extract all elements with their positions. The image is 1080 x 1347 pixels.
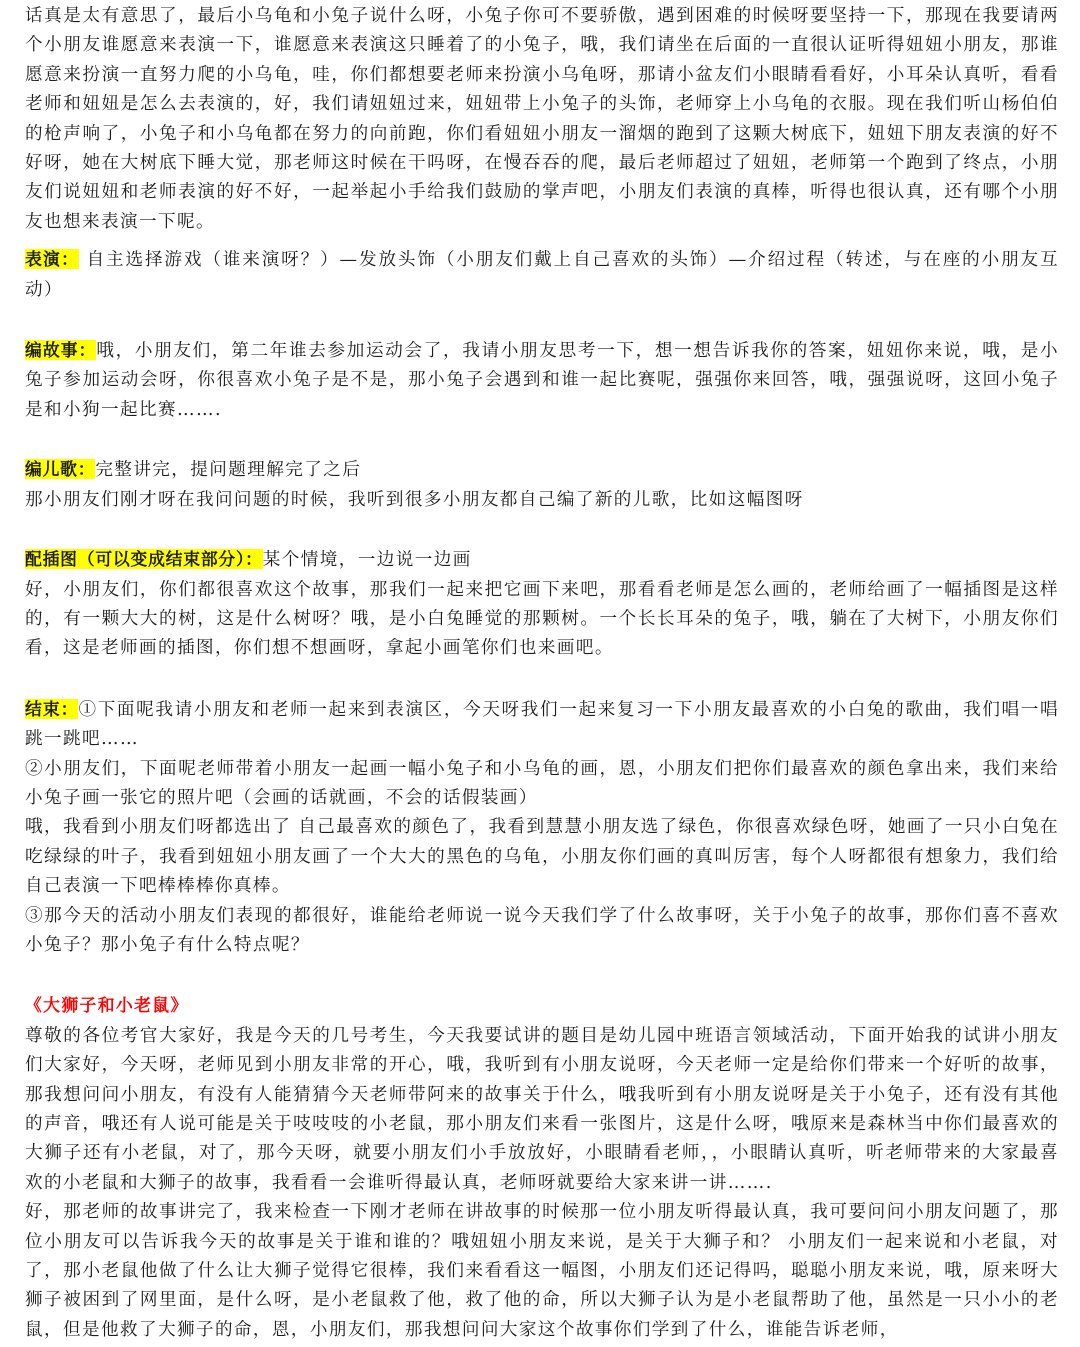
illustration-paragraph: 好，小朋友们，你们都很喜欢这个故事，那我们一起来把它画下来吧，那看看老师是怎么画的，老师给画了一幅插图是这样的，有一颗大大的树，这是什么树呀？哦，是小白兔睡觉的那颗树。一个长长耳朵的兔子，哦，躺在了大树下，小朋友你们看，这是老师画的插图，你们想不想画呀，拿起小画笔你们也来画吧。 [25, 579, 1059, 659]
lion-story-title: 《大狮子和小老鼠》 [25, 995, 189, 1016]
lion-story-paragraph-2: 好，那老师的故事讲完了，我来检查一下刚才老师在讲故事的时候那一位小朋友听得最认真，我可要问问小朋友问题了，那位小朋友可以告诉我今天的故事是关于谁和谁的？哦妞妞小朋友来说，是关于大狮子和？ 小朋友们一起来说和小老鼠，对了，那小老鼠他做了什么让大狮子觉得它很棒，我们来看看这一幅图，小朋友们还记得吗，聪聪小朋友来说，哦，原来呀大狮子被困到了网里面，是什么呀，是小老鼠救了他，救了他的命，所以大狮子认为是小老鼠帮助了他，虽然是一只小小的老鼠，但是他救了大狮子的命，恩，小朋友们，那我想问问大家这个故事你们学到了什么，谁能告诉老师， [25, 1202, 1059, 1340]
story-making-text: 哦，小朋友们，第二年谁去参加运动会了，我请小朋友思考一下，想一想告诉我你的答案，妞妞你来说，哦，是小兔子参加运动会呀，你很喜欢小兔子是不是，那小兔子会遇到和谁一起比赛呢，强强你来回答，哦，强强说呀，这回小兔子是和小狗一起比赛……. [25, 341, 1059, 420]
ending-text-1: ①下面呢我请小朋友和老师一起来到表演区，今天呀我们一起来复习一下小朋友最喜欢的小白兔的歌曲，我们唱一唱跳一跳吧…… [25, 699, 1060, 750]
rhyme-making-text: 完整讲完，提问题理解完了之后 [95, 460, 362, 481]
story-making-label: 编故事： [25, 340, 97, 361]
intro-paragraph: 话真是太有意思了，最后小乌龟和小兔子说什么呀，小兔子你可不要骄傲，遇到困难的时候呀要坚持一下，那现在我要请两个小朋友谁愿意来表演一下，谁愿意来表演这只睡着了的小兔子，哦，我们请坐在后面的一直很认证听得妞妞小朋友，那谁愿意来扮演一直努力爬的小乌龟，哇，你们都想要老师来扮演小乌龟呀，那请小盆友们小眼睛看看好，小耳朵认真听，看看老师和妞妞是怎么去表演的，好，我们请妞妞过来，妞妞带上小兔子的头饰，老师穿上小乌龟的衣服。现在我们听山杨伯伯的枪声响了，小兔子和小乌龟都在努力的向前跑，你们看妞妞小朋友一溜烟的跑到了这颗大树底下，妞妞下朋友表演的好不好呀，她在大树底下睡大觉，那老师这时候在干吗呀，在慢吞吞的爬，最后老师超过了妞妞，老师第一个跑到了终点，小朋友们说妞妞和老师表演的好不好，一起举起小手给我们鼓励的掌声吧，小朋友们表演的真棒，听得也很认真，还有哪个小朋友也想来表演一下呢。 [25, 6, 1059, 232]
ending-paragraph-3: 哦，我看到小朋友们呀都选出了 自己最喜欢的颜色了，我看到慧慧小朋友选了绿色，你很喜欢绿色呀，她画了一只小白兔在吃绿绿的叶子，我看到妞妞小朋友画了一个大大的黑色的乌龟，小朋友你们画的真叫厉害，每个人呀都很有想象力，我们给自己表演一下吧棒棒棒你真棒。 [25, 817, 1059, 897]
illustration-text: 某个情境，一边说一边画 [262, 550, 472, 571]
lion-story-paragraph-1: 尊敬的各位考官大家好，我是今天的几号考生，今天我要试讲的题目是幼儿园中班语言领域活动，下面开始我的试讲小朋友们大家好，今天呀，老师见到小朋友非常的开心，哦，我听到有小朋友说呀，今天老师一定是给你们带来一个好听的故事，那我想问问小朋友，有没有人能猜猜今天老师带阿来的故事关于什么，哦我听到有小朋友说呀是关于小兔子，还有没有其他的声音，哦还有人说可能是关于吱吱吱的小老鼠，那小朋友们来看一张图片，这是什么呀，哦原来是森林当中你们最喜欢的大狮子还有小老鼠，对了，那今天呀，就要小朋友们小手放放好，小眼睛看老师，，小眼睛认真听，听老师带来的大家最喜欢的小老鼠和大狮子的故事，我看看一会谁听得最认真，老师呀就要给大家来讲一讲……. [25, 1025, 1059, 1193]
spacer [25, 960, 1059, 991]
performance-label: 表演： [25, 249, 80, 270]
lion-story-title-line [25, 991, 1059, 1021]
document-page [25, 2, 1059, 1345]
story-making-paragraph [25, 336, 1059, 425]
spacer [25, 664, 1059, 695]
rhyme-making-paragraph [25, 455, 1059, 485]
spacer [25, 425, 1059, 455]
spacer [25, 237, 1059, 245]
spacer [25, 305, 1059, 336]
performance-text: 自主选择游戏（谁来演呀？）—发放头饰（小朋友们戴上自己喜欢的头饰）—介绍过程（转述，与在座的小朋友互动） [25, 250, 1059, 300]
ending-paragraph-4: ③那今天的活动小朋友们表现的都很好，谁能给老师说一说今天我们学了什么故事呀，关于小兔子的故事，那你们喜不喜欢小兔子？那小兔子有什么特点呢？ [25, 905, 1059, 955]
ending-label: 结束： [25, 698, 79, 719]
ending-paragraph-2: ②小朋友们，下面呢老师带着小朋友一起画一幅小兔子和小乌龟的画，恩，小朋友们把你们最喜欢的颜色拿出来，我们来给小兔子画一张它的照片吧（会画的话就画，不会的话假装画） [25, 758, 1059, 808]
performance-paragraph [25, 245, 1059, 305]
ending-paragraph-1 [25, 695, 1059, 755]
illustration-label: 配插图（可以变成结束部分）： [25, 549, 263, 570]
spacer [25, 515, 1059, 545]
rhyme-making-line2: 那小朋友们刚才呀在我问问题的时候，我听到很多小朋友都自己编了新的儿歌，比如这幅图呀 [25, 489, 804, 510]
illustration-heading [25, 545, 1059, 575]
rhyme-making-label: 编儿歌： [25, 459, 96, 480]
